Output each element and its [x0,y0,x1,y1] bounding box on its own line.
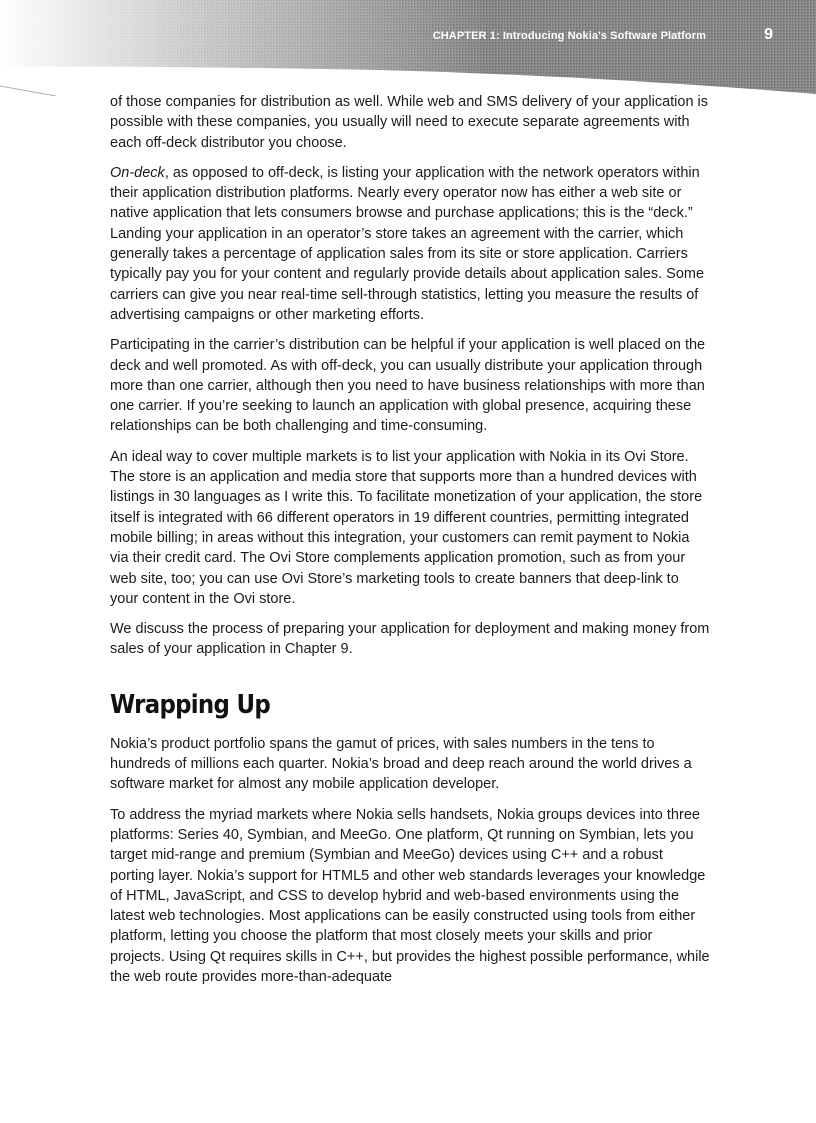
paragraph-on-deck-text: , as opposed to off-deck, is listing your application with the network operators within their application distribution platforms. Nearly every operator now has either a web site or native application that lets consumers browse and purchase applications; this is the “deck.” Landing your application in an operator’s store takes an agreement with the carrier, which generally takes a percentage of application sales from its site or store application. Carriers typically pay you for your content and regularly provide details about application sales. Some carriers can give you near real-time sell-through statistics, letting you measure the results of advertising campaigns or other marketing efforts. [110,164,705,323]
paragraph-portfolio: Nokia’s product portfolio spans the gamut of prices, with sales numbers in the tens to hundreds of millions each quarter. Nokia’s broad and deep reach around the world drives a software market for almost any mobile application developer. [110,735,692,793]
header-band-graphic [0,0,816,96]
paragraph-carrier-distribution: Participating in the carrier’s distribution can be helpful if your application is well placed on the deck and well promoted. As with off-deck, you can usually distribute your application through more than one carrier, although then you need to have business relationships with more than one carrier. If you’re seeking to launch an application with global presence, acquiring these relationships can be both challenging and time-consuming. [110,337,706,435]
page-body [110,92,710,997]
header-band [0,0,816,96]
running-head: CHAPTER 1: Introducing Nokia's Software Platform [432,30,706,42]
section-heading: Wrapping Up [110,689,271,720]
page-number: 9 [764,26,773,43]
paragraph-ovi-store: An ideal way to cover multiple markets is to list your application with Nokia in its Ovi Store. The store is an application and media store that supports more than a hundred devices with listings in 30 languages as I write this. To facilitate monetization of your application, the store itself is integrated with 66 different operators in 19 different countries, permitting integrated mobile billing; in areas without this integration, your customers can remit payment to Nokia via their credit card. The Ovi Store complements application promotion, such as from your web site, too; you can use Ovi Store’s marketing tools to create banners that deep-link to your content in the Ovi store. [110,448,703,607]
term-on-deck: On-deck [110,164,165,181]
paragraph-platforms: To address the myriad markets where Nokia sells handsets, Nokia groups devices into three platforms: Series 40, Symbian, and MeeGo. One platform, Qt running on Symbian, lets you target mid-range and premium (Symbian and MeeGo) devices using C++ and a robust porting layer. Nokia’s support for HTML5 and other web standards leverages your knowledge of HTML, JavaScript, and CSS to develop hybrid and web-based environments using the latest web technologies. Most applications can be easily constructed using tools from either platform, letting you choose the platform that most closely meets your skills and prior projects. Using Qt requires skills in C++, but provides the highest possible performance, while the web route provides more-than-adequate [110,806,710,985]
paragraph-on-deck [110,163,710,325]
paragraph-chapter-reference: We discuss the process of preparing your application for deployment and making money from sales of your application in Chapter 9. [110,621,710,658]
paragraph-off-deck-continued: of those companies for distribution as well. While web and SMS delivery of your application is possible with these companies, you usually will need to execute separate agreements with each off-deck distributor you choose. [110,94,709,151]
